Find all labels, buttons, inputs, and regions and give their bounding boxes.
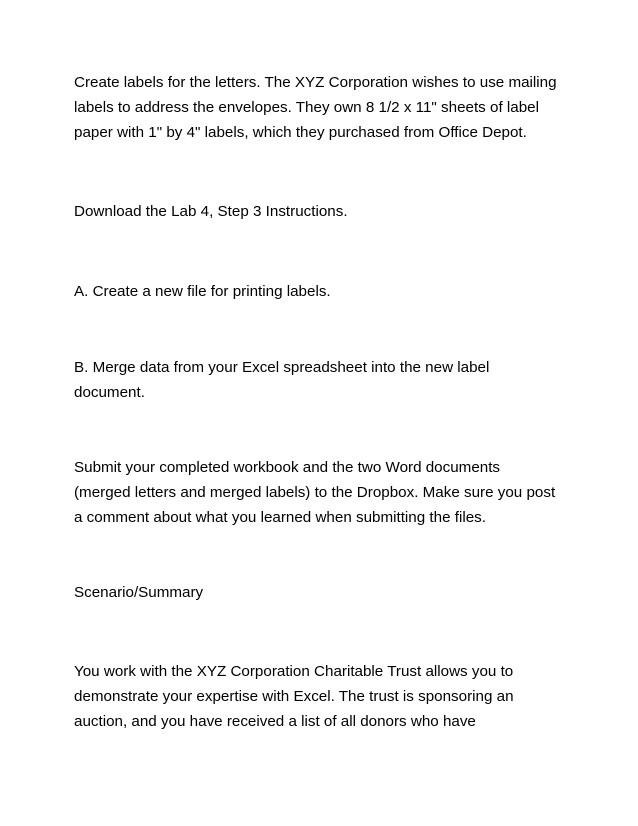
section-heading-scenario-summary xyxy=(74,580,574,605)
text-line: labels to address the envelopes. They own 8 1/2 x 11" sheets of label xyxy=(74,99,539,116)
text-line: Create labels for the letters. The XYZ Corporation wishes to use mailing xyxy=(74,74,557,91)
text-line: document. xyxy=(74,384,145,401)
paragraph-download-instructions xyxy=(74,199,574,224)
text-line: a comment about what you learned when submitting the files. xyxy=(74,509,486,526)
paragraph-step-b xyxy=(74,355,574,405)
paragraph-submit xyxy=(74,455,574,530)
text-line: auction, and you have received a list of all donors who have xyxy=(74,713,476,730)
text-line: A. Create a new file for printing labels. xyxy=(74,283,331,300)
text-line: Submit your completed workbook and the two Word documents xyxy=(74,459,501,476)
text-line: Scenario/Summary xyxy=(74,584,204,601)
text-line: B. Merge data from your Excel spreadsheet into the new label xyxy=(74,359,490,376)
text-line: (merged letters and merged labels) to the Dropbox. Make sure you post xyxy=(74,484,556,501)
text-line: paper with 1" by 4" labels, which they purchased from Office Depot. xyxy=(74,124,527,141)
paragraph-create-labels xyxy=(74,70,574,145)
text-line: Download the Lab 4, Step 3 Instructions. xyxy=(74,203,348,220)
text-line: You work with the XYZ Corporation Charitable Trust allows you to xyxy=(74,663,514,680)
text-line: demonstrate your expertise with Excel. The trust is sponsoring an xyxy=(74,688,514,705)
paragraph-scenario xyxy=(74,659,574,734)
paragraph-step-a xyxy=(74,279,574,304)
